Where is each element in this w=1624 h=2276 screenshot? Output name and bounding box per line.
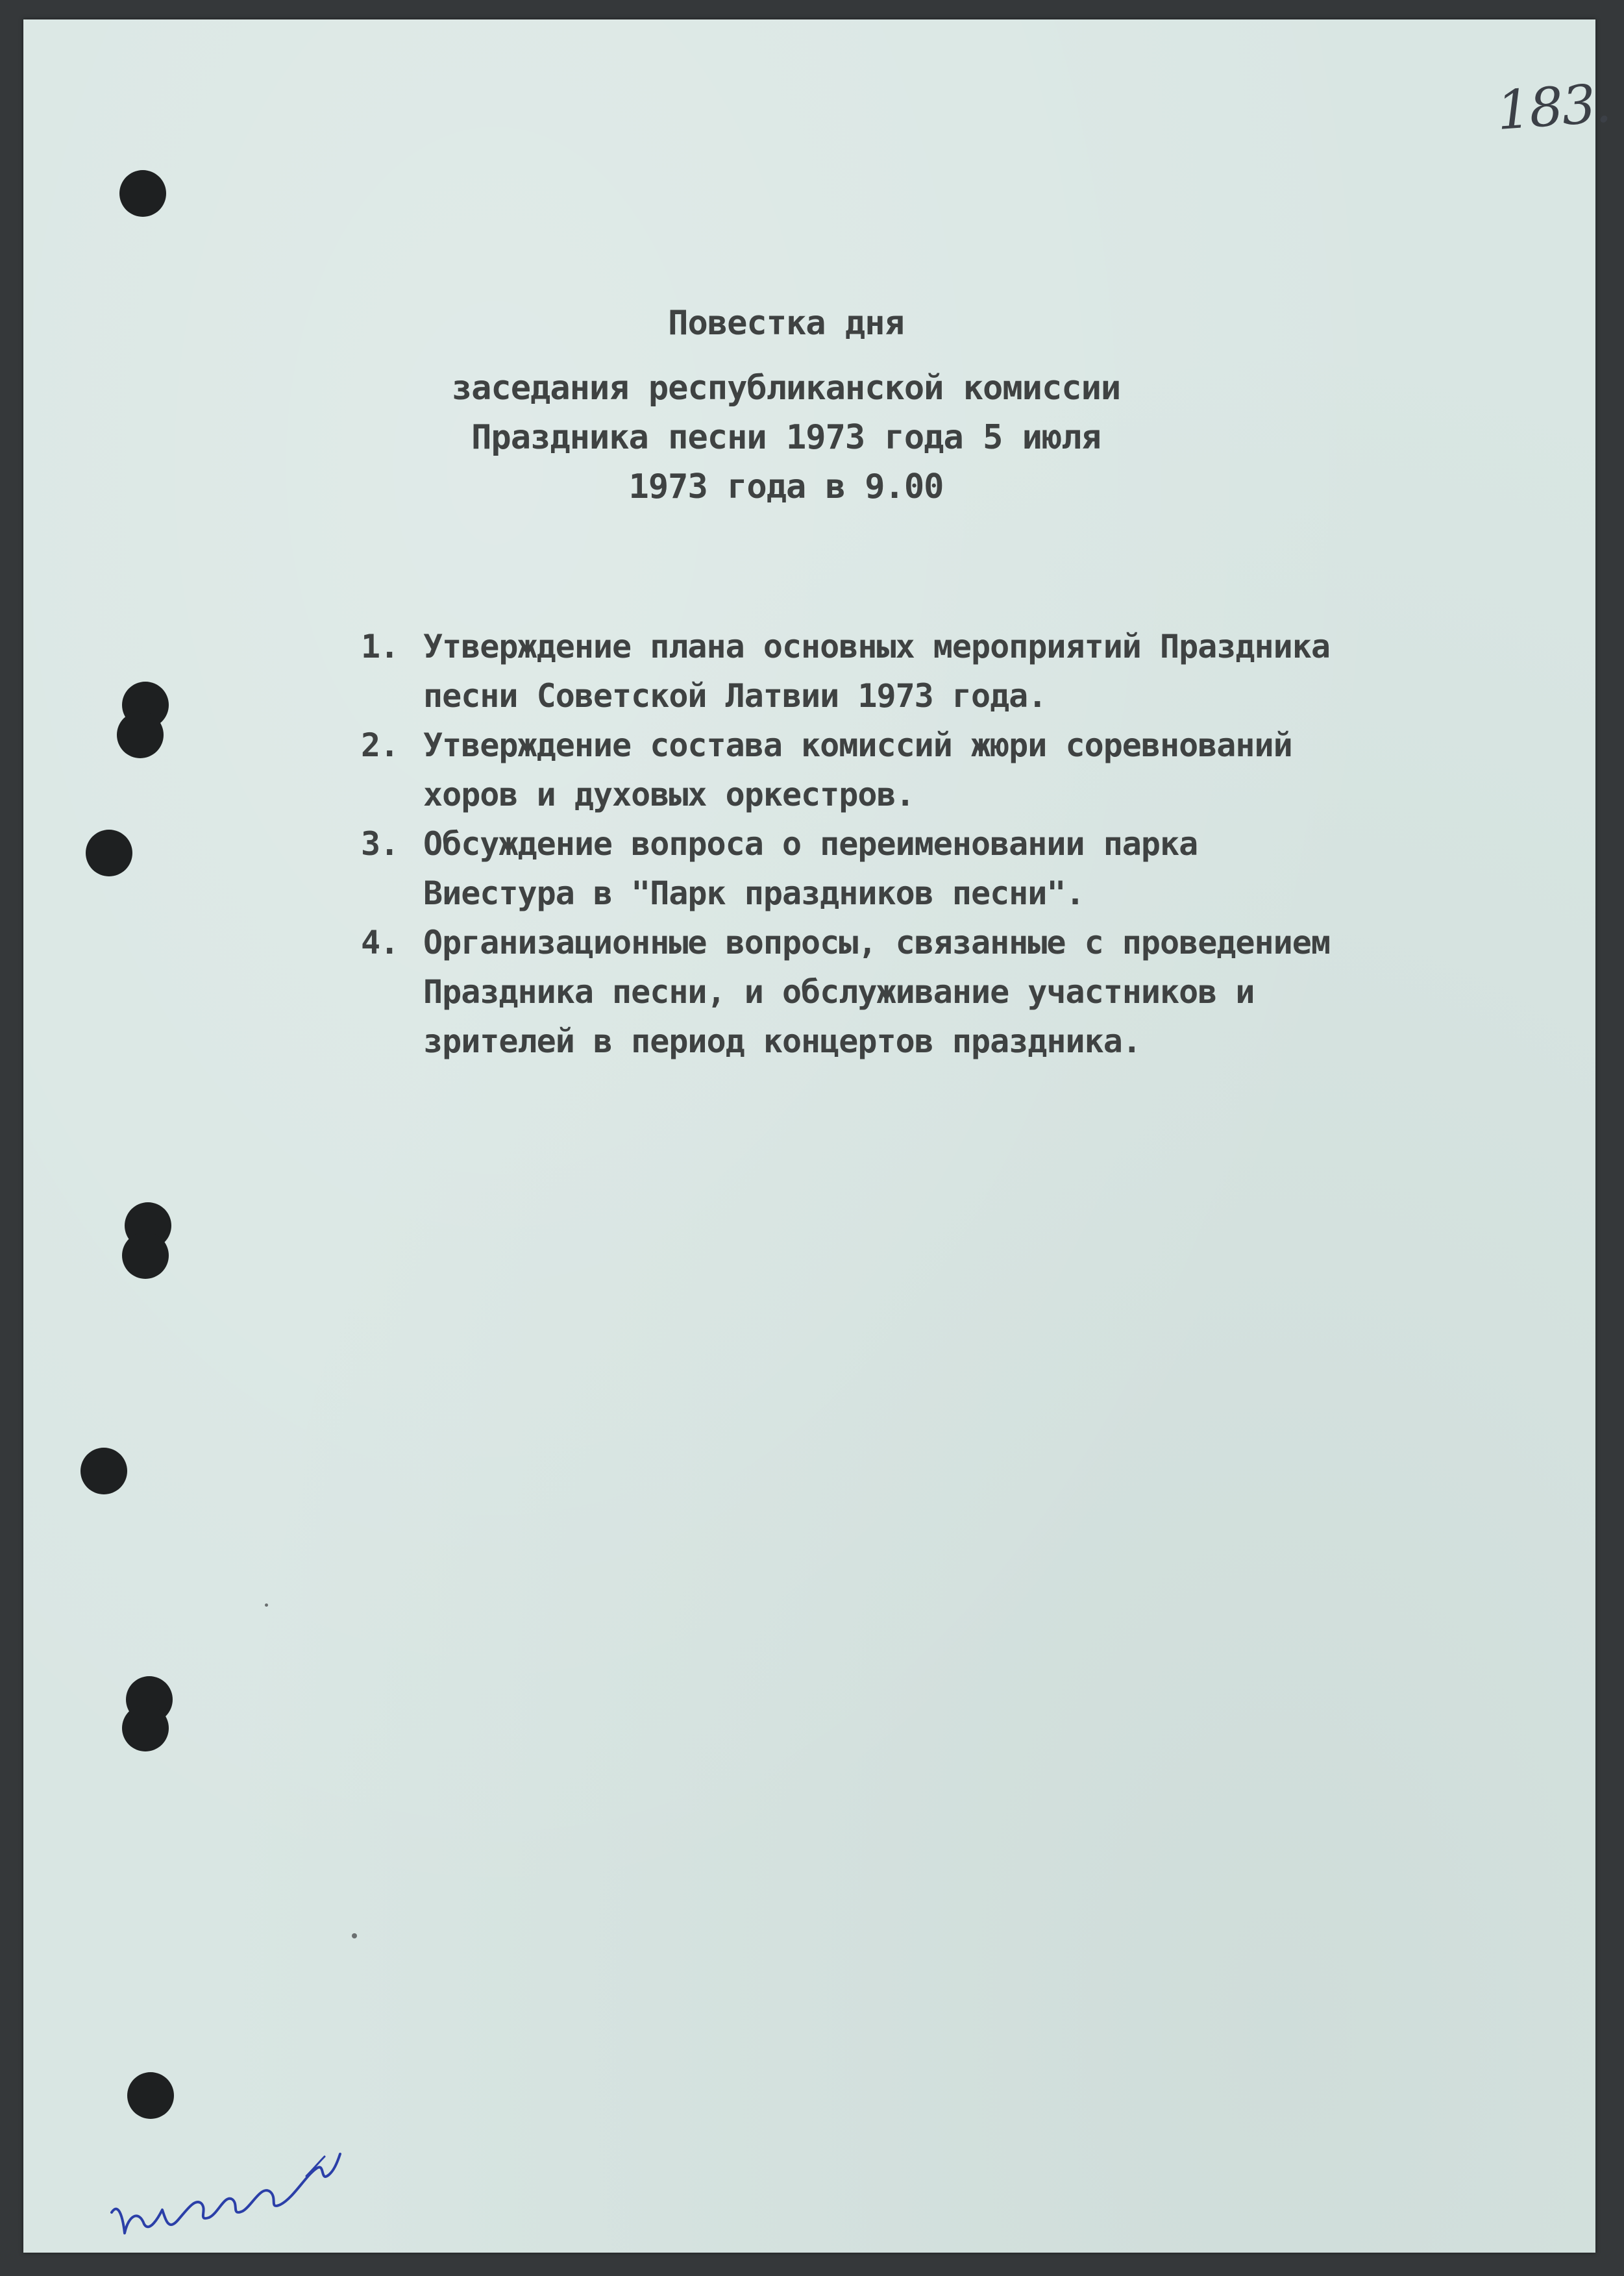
punch-hole [80, 1448, 127, 1494]
agenda-item [361, 721, 1464, 819]
paper-speck [265, 1603, 268, 1607]
agenda-item [361, 622, 1464, 721]
agenda-item [361, 819, 1464, 918]
subtitle-line-2: Праздника песни 1973 года 5 июля [471, 418, 1101, 457]
agenda-item-number: 1. [361, 628, 399, 665]
signature-stroke [112, 2154, 340, 2233]
agenda-item-line: Обсуждение вопроса о переименовании парка [423, 825, 1198, 863]
paper-speck [352, 1933, 357, 1938]
agenda-item-line: Виестура в "Парк праздников песни". [423, 874, 1085, 912]
subtitle-line-3: 1973 года в 9.00 [628, 467, 944, 506]
subtitle-line-1: заседания республиканской комиссии [451, 369, 1121, 408]
agenda-item-line: песни Советской Латвии 1973 года. [423, 677, 1047, 715]
agenda-item-line: Организационные вопросы, связанные с проведением [423, 924, 1330, 961]
page-number: 183. [1494, 73, 1612, 142]
punch-hole [119, 170, 166, 217]
agenda-item-text [423, 622, 1464, 721]
handwritten-signature [86, 2071, 358, 2240]
agenda-item-text [423, 819, 1464, 918]
agenda-item-text [423, 721, 1464, 819]
punch-hole [122, 1232, 169, 1279]
punch-hole [86, 830, 132, 876]
document-page [23, 19, 1612, 2253]
punch-hole [122, 1705, 169, 1751]
agenda-item-line: Утверждение плана основных мероприятий Праздника [423, 628, 1330, 665]
agenda-item-number: 3. [361, 825, 399, 863]
agenda-item-line: Праздника песни, и обслуживание участников и [423, 973, 1255, 1011]
agenda-item-line: Утверждение состава комиссий жюри соревнований [423, 726, 1292, 764]
agenda-item-line: зрителей в период концертов праздника. [423, 1022, 1141, 1060]
agenda-item-line: хоров и духовых оркестров. [423, 776, 915, 813]
agenda-item-text [423, 918, 1464, 1066]
agenda-item-number: 4. [361, 924, 399, 961]
agenda-list [361, 622, 1464, 1066]
punch-hole [117, 711, 164, 758]
agenda-item [361, 918, 1464, 1066]
document-title: Повестка дня [668, 304, 904, 343]
agenda-item-number: 2. [361, 726, 399, 764]
